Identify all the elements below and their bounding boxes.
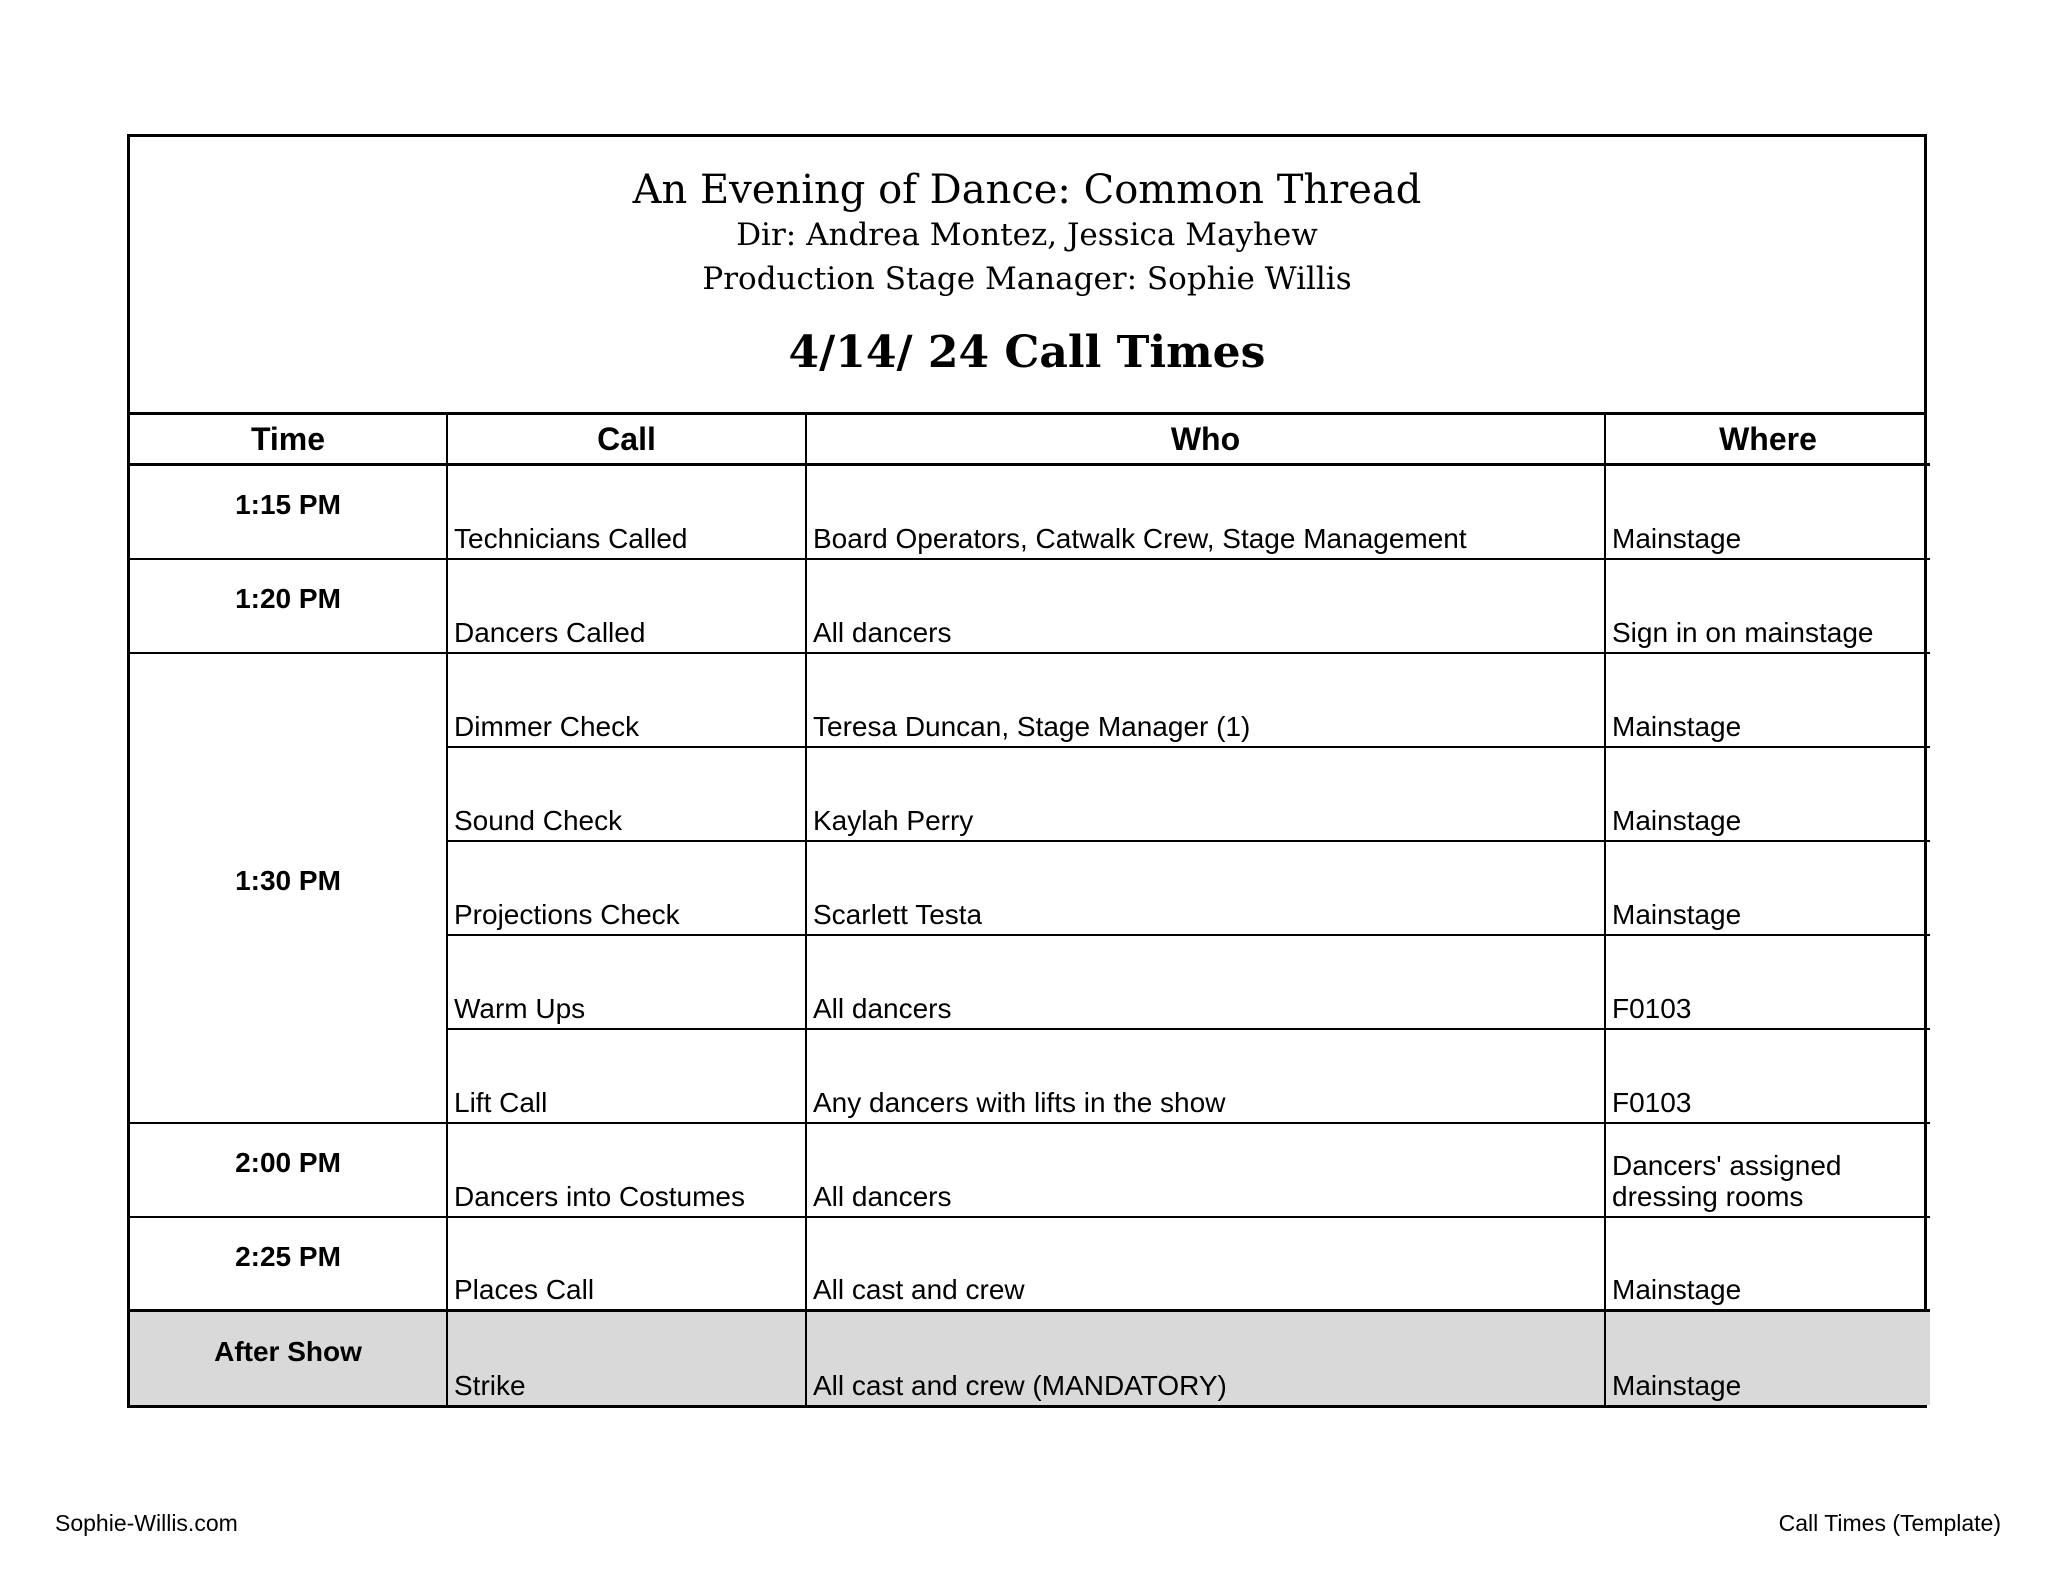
call-cell: Warm Ups — [447, 935, 806, 1029]
where-cell: Mainstage — [1605, 1311, 1930, 1405]
table-row — [130, 465, 1930, 559]
table-row — [130, 559, 1930, 653]
where-cell: F0103 — [1605, 1029, 1930, 1123]
where-cell: Mainstage — [1605, 747, 1930, 841]
where-cell: F0103 — [1605, 935, 1930, 1029]
table-header-row — [130, 415, 1930, 465]
call-cell: Strike — [447, 1311, 806, 1405]
table-row-after-show — [130, 1311, 1930, 1405]
time-cell: 2:25 PM — [130, 1217, 447, 1311]
call-sheet — [127, 134, 1927, 1408]
where-cell: Mainstage — [1605, 1217, 1930, 1311]
time-cell: After Show — [130, 1311, 447, 1405]
who-cell: All cast and crew (MANDATORY) — [806, 1311, 1605, 1405]
time-cell: 1:20 PM — [130, 559, 447, 653]
call-cell: Technicians Called — [447, 465, 806, 559]
call-times-table — [130, 415, 1930, 1405]
call-cell: Dimmer Check — [447, 653, 806, 747]
table-row — [130, 653, 1930, 747]
table-row — [130, 1217, 1930, 1311]
where-cell: Mainstage — [1605, 841, 1930, 935]
column-header-who: Who — [806, 415, 1605, 465]
column-header-call: Call — [447, 415, 806, 465]
where-cell: Dancers' assigned dressing rooms — [1605, 1123, 1930, 1217]
footer-document-name: Call Times (Template) — [1778, 1510, 2001, 1536]
column-header-where: Where — [1605, 415, 1930, 465]
who-cell: Kaylah Perry — [806, 747, 1605, 841]
directors-line: Dir: Andrea Montez, Jessica Mayhew — [736, 217, 1318, 253]
call-cell: Dancers into Costumes — [447, 1123, 806, 1217]
who-cell: Scarlett Testa — [806, 841, 1605, 935]
who-cell: Any dancers with lifts in the show — [806, 1029, 1605, 1123]
time-cell: 1:30 PM — [130, 653, 447, 1123]
footer-website: Sophie-Willis.com — [55, 1510, 238, 1536]
call-cell: Projections Check — [447, 841, 806, 935]
call-cell: Lift Call — [447, 1029, 806, 1123]
stage-manager-line: Production Stage Manager: Sophie Willis — [702, 261, 1352, 297]
time-cell: 1:15 PM — [130, 465, 447, 559]
who-cell: All dancers — [806, 1123, 1605, 1217]
call-cell: Dancers Called — [447, 559, 806, 653]
who-cell: All dancers — [806, 935, 1605, 1029]
column-header-time: Time — [130, 415, 447, 465]
time-cell: 2:00 PM — [130, 1123, 447, 1217]
where-cell: Sign in on mainstage — [1605, 559, 1930, 653]
who-cell: Board Operators, Catwalk Crew, Stage Management — [806, 465, 1605, 559]
who-cell: All dancers — [806, 559, 1605, 653]
call-times-title: 4/14/ 24 Call Times — [788, 327, 1266, 378]
who-cell: Teresa Duncan, Stage Manager (1) — [806, 653, 1605, 747]
call-cell: Sound Check — [447, 747, 806, 841]
where-cell: Mainstage — [1605, 653, 1930, 747]
table-row — [130, 1123, 1930, 1217]
show-title: An Evening of Dance: Common Thread — [632, 167, 1422, 213]
call-cell: Places Call — [447, 1217, 806, 1311]
who-cell: All cast and crew — [806, 1217, 1605, 1311]
where-cell: Mainstage — [1612, 522, 1742, 554]
sheet-header — [130, 137, 1924, 415]
